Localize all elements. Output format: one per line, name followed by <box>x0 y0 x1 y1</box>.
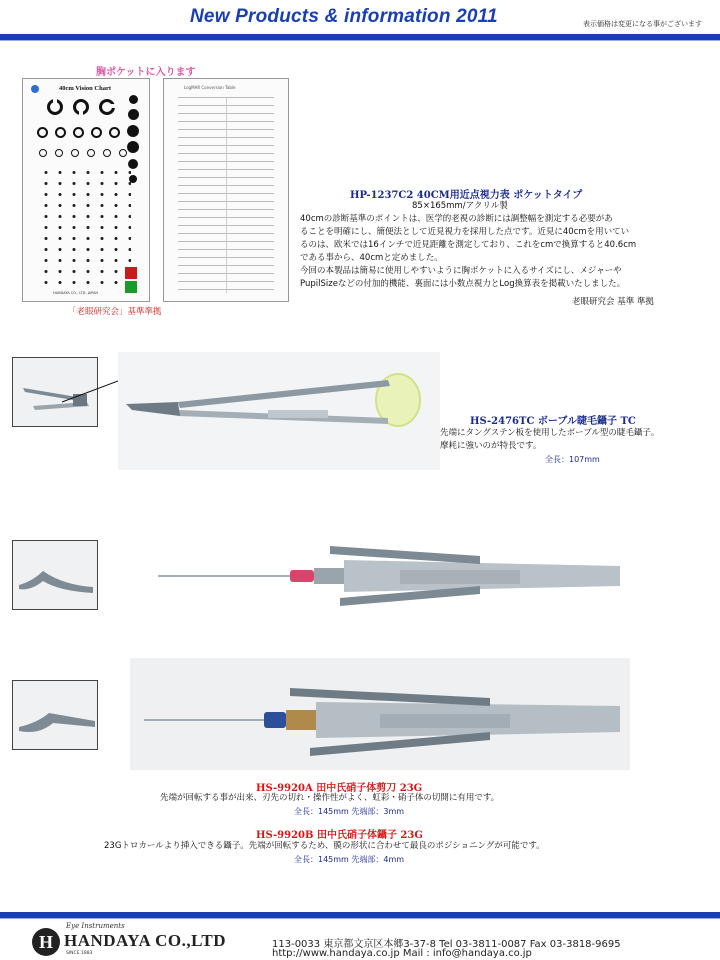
pupil-size-circle <box>128 109 139 120</box>
pupil-size-circle <box>129 175 137 183</box>
chart-maker-text: HANDAYA CO., LTD. JAPAN <box>53 291 98 295</box>
handaya-logo-icon: H <box>32 928 60 956</box>
chart-mark-icon <box>31 85 39 93</box>
product1-title: HP-1237C2 40CM用近点視力表 ポケットタイプ <box>350 190 583 201</box>
landolt-ring <box>73 127 84 138</box>
company-name: HANDAYA CO.,LTD <box>64 931 226 950</box>
pupil-size-circle <box>127 125 139 137</box>
product2-length: 全長：107mm <box>545 455 600 464</box>
landolt-ring <box>91 127 102 138</box>
standard-label: 「老眼研究会」基準準拠 <box>68 307 162 317</box>
product3-length: 全長：145mm 先端部：3mm <box>294 807 405 816</box>
desc-line: 先端にタングステン板を使用したボーブル型の睫毛鑷子。 <box>440 428 660 438</box>
bauble-forceps-image <box>118 352 440 470</box>
landolt-ring <box>87 149 95 157</box>
forceps-tip-drawing <box>13 681 97 749</box>
product2-title: HS-2476TC ボーブル睫毛鑷子 TC <box>470 416 636 427</box>
product1-description <box>300 213 720 291</box>
landolt-ring <box>71 149 79 157</box>
product4-title: HS-9920B 田中氏硝子体鑷子 23G <box>256 830 423 841</box>
landolt-ring <box>119 149 127 157</box>
conversion-table-title: LogMAR Conversion Table <box>184 85 236 90</box>
footer-rule-thin <box>0 918 720 919</box>
vision-chart-card <box>22 78 150 302</box>
product4-length: 全長：145mm 先端部：4mm <box>294 855 405 864</box>
pocket-label: 胸ポケットに入ります <box>96 67 196 78</box>
logo-subtitle: Eye Instruments <box>66 922 125 930</box>
landolt-ring <box>109 127 120 138</box>
forceps-tip-image <box>12 680 98 750</box>
small-optotype-rows <box>39 167 131 287</box>
landolt-ring <box>55 127 66 138</box>
green-marker-icon <box>125 281 137 293</box>
product4-description: 23Gトロカールより挿入できる鑷子。先端が回転するため、膜の形状に合わせて最良のポジショニングが可能です。 <box>104 841 545 851</box>
forceps-image <box>130 658 630 770</box>
desc-line: PupilSizeなどの付加的機能、裏面には小数点視力とLog換算表を掲載いたしました。 <box>300 279 626 289</box>
product2-description <box>440 427 659 453</box>
scissors-image <box>150 532 630 622</box>
company-address: 113-0033 東京都文京区本郷3-37-8 Tel 03-3811-0087 Fax 03-3818-9695 <box>272 939 621 950</box>
bauble-forceps-drawing <box>118 352 440 470</box>
scissors-tip-drawing <box>13 541 97 609</box>
desc-line: るのは、欧米では16インチで近見距離を測定しており、これをcmで換算すると40.6cm <box>300 240 637 250</box>
vision-chart-title: 40cm Vision Chart <box>59 85 111 92</box>
landolt-ring <box>55 149 63 157</box>
desc-line: 40cmの診断基準のポイントは、医学的老視の診断には調整幅を測定する必要があ <box>300 214 613 224</box>
landolt-ring <box>37 127 48 138</box>
product1-standard-note: 老眼研究会 基準 準拠 <box>572 297 654 307</box>
product1-spec: 85×165mm/アクリル製 <box>412 201 508 211</box>
product3-description: 先端が回転する事が出来、刃先の切れ・操作性がよく、虹彩・硝子体の切開に有用です。 <box>160 793 500 803</box>
desc-line: ることを明確にし、簡便法として近見視力を採用した点です。近見に40cmを用いてい <box>300 227 630 237</box>
scissors-drawing <box>150 532 630 622</box>
landolt-ring <box>103 149 111 157</box>
company-web: http://www.handaya.co.jp Mail : info@handaya.co.jp <box>272 948 532 959</box>
since-text: SINCE 1883 <box>66 951 93 956</box>
desc-line: 摩耗に強いのが特長です。 <box>440 441 542 451</box>
pupil-size-circle <box>128 159 138 169</box>
header-title: New Products & information 2011 <box>190 6 498 27</box>
pupil-size-circle <box>127 141 139 153</box>
red-marker-icon <box>125 267 137 279</box>
desc-line: 今回の本製品は簡易に使用しやすいように胸ポケットに入るサイズにし、メジャーや <box>300 266 622 276</box>
forceps-drawing <box>130 658 630 770</box>
scissors-tip-image <box>12 540 98 610</box>
product3-title: HS-9920A 田中氏硝子体剪刀 23G <box>256 783 423 794</box>
header-rule-thin <box>0 40 720 41</box>
price-note: 表示価格は変更になる事がございます <box>583 20 702 28</box>
pupil-size-circle <box>129 95 138 104</box>
conversion-table-card <box>163 78 289 302</box>
landolt-ring <box>39 149 47 157</box>
desc-line: である事から、40cmと定めました。 <box>300 253 443 263</box>
